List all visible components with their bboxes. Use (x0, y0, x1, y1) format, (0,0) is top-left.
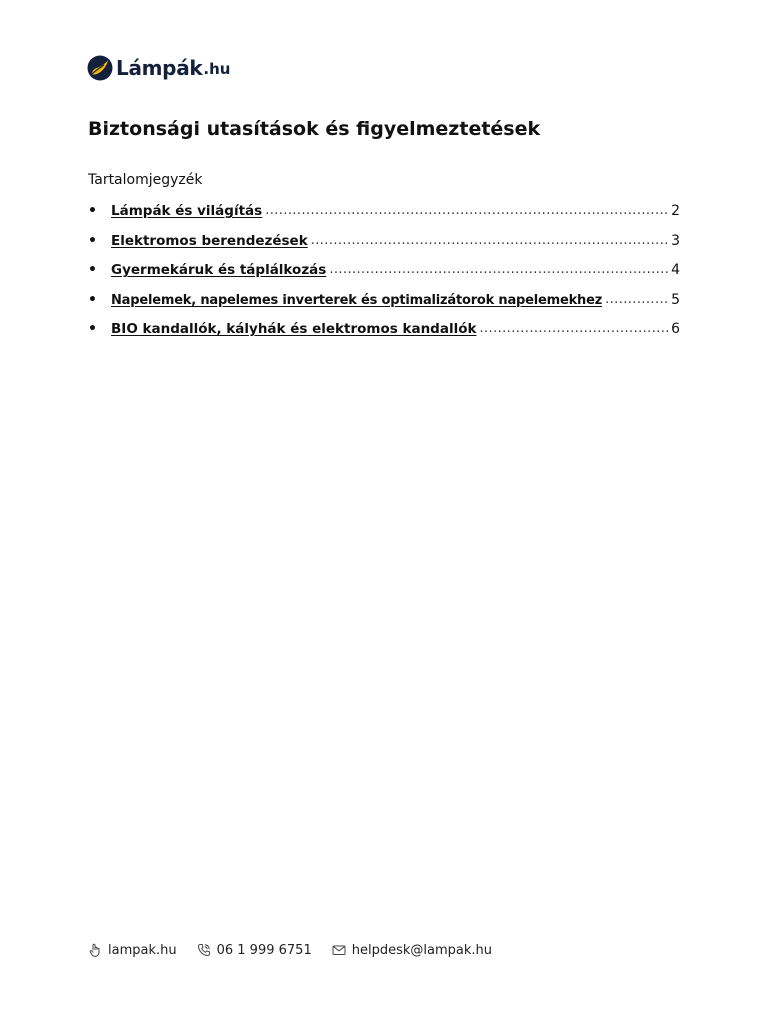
toc-item (88, 229, 680, 259)
dot-leader (265, 199, 668, 223)
toc-link-bio-kandallok[interactable]: BIO kandallók, kályhák és elektromos kandallók (111, 321, 477, 337)
document-title: Biztonsági utasítások és figyelmeztetések (88, 118, 541, 140)
bullet: • (88, 291, 97, 308)
bullet: • (88, 203, 97, 219)
footer-email-text: helpdesk@lampak.hu (351, 942, 492, 958)
footer-phone[interactable] (197, 943, 312, 958)
bullet: • (88, 232, 97, 249)
lampak-logo (87, 54, 230, 82)
toc-link-lampak-es-vilagitas[interactable]: Lámpák és világítás (111, 203, 263, 219)
dot-leader (329, 258, 668, 282)
table-of-contents (88, 199, 680, 347)
toc-item (88, 288, 680, 318)
bullet: • (88, 321, 97, 337)
dot-leader (311, 229, 668, 253)
toc-page-number: 4 (671, 262, 680, 278)
footer-phone-text: 06 1 999 6751 (216, 942, 312, 958)
toc-page-number: 2 (671, 203, 680, 219)
toc-item (88, 258, 680, 288)
envelope-icon (332, 943, 346, 957)
footer-email[interactable] (332, 943, 492, 958)
logo-tld: .hu (203, 60, 231, 78)
phone-icon (197, 943, 211, 957)
toc-item (88, 199, 680, 229)
toc-page-number: 5 (671, 291, 680, 308)
footer-website[interactable] (88, 943, 177, 958)
dot-leader (605, 288, 668, 312)
toc-link-elektromos-berendezesek[interactable]: Elektromos berendezések (111, 232, 308, 249)
toc-link-napelemek[interactable]: Napelemek, napelemes inverterek és optimalizátorok napelemekhez (111, 292, 603, 308)
logo-wordmark: Lámpák (116, 56, 203, 80)
pointer-hand-icon (88, 943, 102, 957)
lampak-logo-icon (87, 55, 113, 81)
footer-contacts (88, 940, 512, 960)
toc-heading: Tartalomjegyzék (88, 172, 203, 188)
bullet: • (88, 262, 97, 278)
footer-website-text: lampak.hu (108, 942, 177, 958)
toc-item (88, 317, 680, 347)
toc-page-number: 6 (671, 321, 680, 337)
toc-page-number: 3 (671, 232, 680, 249)
dot-leader (479, 317, 668, 341)
toc-link-gyermekaruk-es-taplalkozas[interactable]: Gyermekáruk és táplálkozás (111, 262, 327, 278)
